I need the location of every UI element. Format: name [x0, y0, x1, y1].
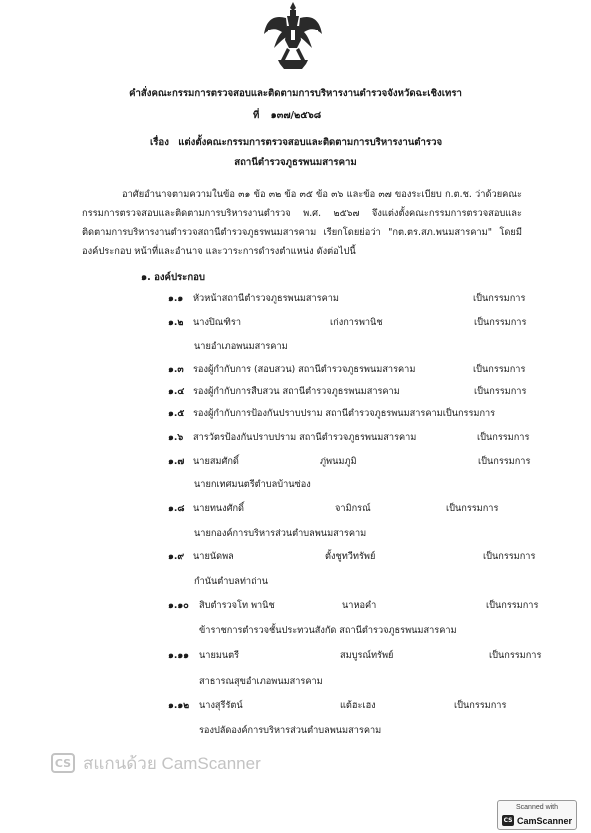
member-name: นายทนงศักดิ์: [193, 503, 245, 514]
member-role: เป็นกรรมการ: [454, 700, 507, 711]
member-surname: สมบูรณ์ทรัพย์: [340, 650, 394, 661]
member-number: ๑.๖: [168, 432, 184, 443]
member-position: นายกเทศมนตรีตำบลบ้านซ่อง: [194, 479, 311, 490]
member-name: รองผู้กำกับการป้องกันปราบปราม สถานีตำรวจภูธรพนมสารคามเป็นกรรมการ: [193, 408, 496, 419]
member-number: ๑.๑๐: [168, 600, 189, 611]
member-role: เป็นกรรมการ: [477, 432, 530, 443]
member-role: เป็นกรรมการ: [446, 503, 499, 514]
member-role: เป็นกรรมการ: [489, 650, 542, 661]
member-position: รองปลัดองค์การบริหารส่วนตำบลพนมสารคาม: [199, 725, 382, 736]
member-role: เป็นกรรมการ: [473, 293, 526, 304]
member-number: ๑.๑๑: [168, 650, 189, 661]
member-name: สิบตำรวจโท พานิช: [199, 600, 275, 611]
member-name: นายมนตรี: [199, 650, 240, 661]
badge-brand: [502, 815, 572, 826]
section-title: ๑. องค์ประกอบ: [141, 272, 205, 283]
member-surname: เก่งการพานิช: [330, 317, 383, 328]
member-name: สารวัตรป้องกันปราบปราม สถานีตำรวจภูธรพนมสารคาม: [193, 432, 417, 443]
member-number: ๑.๑: [168, 293, 184, 304]
member-name: นางปิณฑิรา: [193, 317, 242, 328]
member-number: ๑.๗: [168, 456, 185, 467]
scanned-with-badge: [497, 800, 577, 830]
member-number: ๑.๔: [168, 386, 185, 397]
member-role: เป็นกรรมการ: [486, 600, 539, 611]
subject-text-1: แต่งตั้งคณะกรรมการตรวจสอบและติดตามการบริหารงานตำรวจ: [178, 137, 443, 148]
member-name: หัวหน้าสถานีตำรวจภูธรพนมสารคาม: [193, 293, 339, 304]
member-position: สาธารณสุขอำเภอพนมสารคาม: [199, 676, 323, 687]
watermark-text: สแกนด้วย CamScanner: [83, 753, 261, 773]
member-role: เป็นกรรมการ: [473, 364, 526, 375]
member-role: เป็นกรรมการ: [478, 456, 531, 467]
member-name: นางสุรีรัตน์: [199, 700, 243, 711]
member-surname: นาหอคำ: [342, 600, 377, 611]
member-position: นายอำเภอพนมสารคาม: [194, 341, 288, 352]
member-number: ๑.๑๒: [168, 700, 190, 711]
badge-name: CamScanner: [517, 815, 573, 826]
subject-line: [150, 137, 442, 149]
member-name: นายนัดพล: [193, 551, 234, 562]
issuer-title: คำสั่งคณะกรรมการตรวจสอบและติดตามการบริหารงานตำรวจจังหวัดฉะเชิงเทรา: [129, 88, 462, 99]
member-role: เป็นกรรมการ: [474, 386, 527, 397]
member-surname: แต้ฮะเฮง: [340, 700, 376, 711]
member-number: ๑.๒: [168, 317, 184, 328]
member-name: รองผู้กำกับการสืบสวน สถานีตำรวจภูธรพนมสารคาม: [193, 386, 400, 397]
member-surname: ภู่พนมภูมิ: [320, 456, 357, 467]
member-position: กำนันตำบลท่าถ่าน: [194, 576, 269, 587]
member-role: เป็นกรรมการ: [474, 317, 527, 328]
order-number: ๑๓๗/๒๕๖๘: [270, 110, 322, 121]
subject-text-2: สถานีตำรวจภูธรพนมสารคาม: [234, 157, 357, 168]
member-number: ๑.๓: [168, 364, 184, 375]
member-position: นายกองค์การบริหารส่วนตำบลพนมสารคาม: [194, 528, 367, 539]
member-surname: ตั้งชูทวีทรัพย์: [325, 551, 376, 562]
order-number-label: [253, 110, 321, 122]
camscanner-watermark: [51, 751, 261, 775]
member-number: ๑.๕: [168, 408, 185, 419]
member-number: ๑.๙: [168, 551, 185, 562]
intro-paragraph: อาศัยอำนาจตามความในข้อ ๓๑ ข้อ ๓๒ ข้อ ๓๕ ข้อ ๓๖ และข้อ ๓๗ ของระเบียบ ก.ต.ช. ว่าด้วยคณะกรรมการตรวจสอบและติดตามการบริหารงานตำรวจ พ.ศ. ๒๕๖๗ จึงแต่งตั้งคณะกรรมการตรวจสอบและติดตามการบริหารงานตำรวจสถานีตำรวจภูธรพนมสารคาม เรียกโดยย่อว่า "กต.ตร.สภ.พนมสารคาม" โดยมีองค์ประกอบ หน้าที่และอำนาจ และวาระการดำรงตำแหน่ง ดังต่อไปนี้: [82, 189, 522, 257]
member-position: ข้าราชการตำรวจชั้นประทวนสังกัด สถานีตำรวจภูธรพนมสารคาม: [199, 625, 457, 636]
garuda-emblem-icon: [262, 0, 324, 70]
subject-label: เรื่อง: [150, 137, 169, 148]
member-number: ๑.๘: [168, 503, 185, 514]
member-role: เป็นกรรมการ: [483, 551, 536, 562]
camscanner-logo-icon: CS: [51, 753, 75, 773]
badge-caption: Scanned with: [515, 804, 559, 811]
member-name: นายสมศักดิ์: [193, 456, 239, 467]
number-prefix: ที่: [253, 110, 260, 121]
member-name: รองผู้กำกับการ (สอบสวน) สถานีตำรวจภูธรพนมสารคาม: [193, 364, 416, 375]
camscanner-mini-logo-icon: CS: [503, 817, 513, 824]
member-surname: จามิกรณ์: [335, 503, 371, 514]
